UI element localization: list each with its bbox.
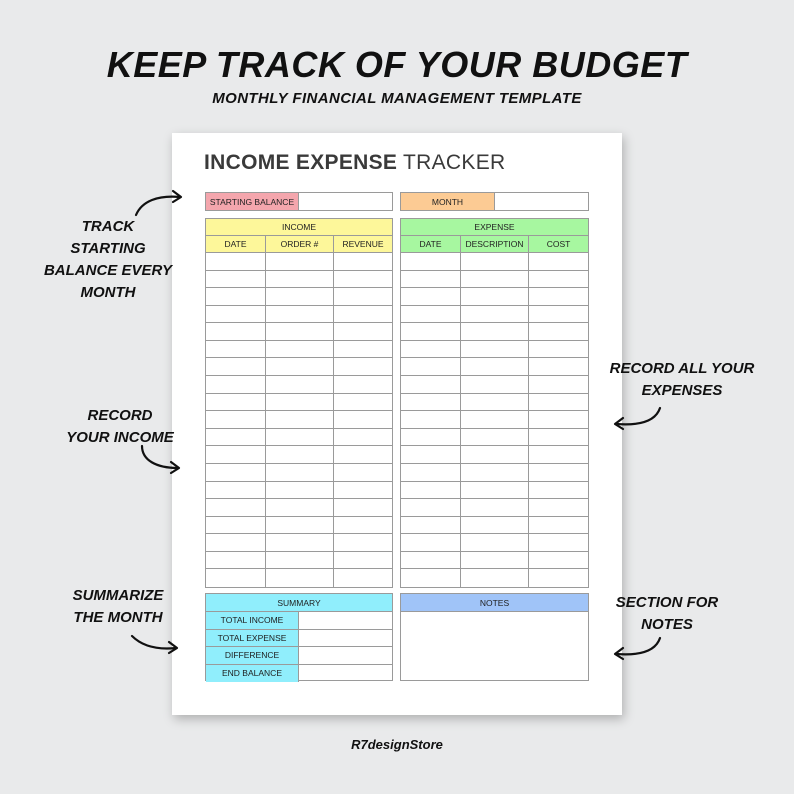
table-cell[interactable] — [529, 464, 588, 482]
table-cell[interactable] — [334, 517, 392, 535]
curved-arrow-icon — [126, 628, 186, 664]
table-cell[interactable] — [206, 534, 266, 552]
table-cell[interactable] — [266, 323, 334, 341]
table-cell[interactable] — [401, 569, 461, 587]
month-label: MONTH — [401, 193, 495, 210]
table-cell[interactable] — [529, 552, 588, 570]
notes-title: NOTES — [401, 594, 588, 612]
table-cell[interactable] — [401, 376, 461, 394]
notes-box[interactable] — [400, 593, 589, 681]
table-cell[interactable] — [266, 411, 334, 429]
table-cell[interactable] — [334, 411, 392, 429]
expense-col-date: DATE — [401, 236, 461, 253]
table-cell[interactable] — [529, 499, 588, 517]
table-cell[interactable] — [529, 446, 588, 464]
table-cell[interactable] — [401, 429, 461, 447]
brand-name: R7designStore — [351, 737, 443, 752]
table-cell[interactable] — [266, 253, 334, 271]
table-cell[interactable] — [334, 499, 392, 517]
table-cell[interactable] — [206, 288, 266, 306]
table-cell[interactable] — [401, 394, 461, 412]
summary-box — [205, 593, 393, 681]
table-cell[interactable] — [334, 288, 392, 306]
summary-title: SUMMARY — [206, 594, 392, 612]
callout-line: THE MONTH — [73, 609, 163, 626]
table-cell[interactable] — [334, 482, 392, 500]
callout-line: MONTH — [80, 284, 136, 301]
table-cell[interactable] — [334, 253, 392, 271]
callout-line: STARTING — [70, 240, 146, 257]
summary-row[interactable] — [206, 630, 392, 648]
table-cell[interactable] — [461, 394, 529, 412]
table-cell[interactable] — [206, 271, 266, 289]
table-cell[interactable] — [461, 358, 529, 376]
summary-total-expense: TOTAL EXPENSE — [206, 630, 299, 647]
table-cell[interactable] — [529, 569, 588, 587]
summary-row[interactable] — [206, 647, 392, 665]
table-cell[interactable] — [401, 358, 461, 376]
table-cell[interactable] — [529, 341, 588, 359]
table-cell[interactable] — [266, 464, 334, 482]
table-cell[interactable] — [206, 464, 266, 482]
table-cell[interactable] — [266, 552, 334, 570]
income-col-order: ORDER # — [266, 236, 334, 253]
summary-row[interactable] — [206, 612, 392, 630]
callout-starting-balance — [28, 216, 188, 304]
month-field[interactable] — [400, 192, 589, 211]
expense-col-cost: COST — [529, 236, 588, 253]
table-cell[interactable] — [401, 499, 461, 517]
table-cell[interactable] — [334, 323, 392, 341]
table-cell[interactable] — [266, 271, 334, 289]
table-cell[interactable] — [461, 271, 529, 289]
table-cell[interactable] — [206, 429, 266, 447]
table-cell[interactable] — [266, 534, 334, 552]
summary-row[interactable] — [206, 665, 392, 683]
table-cell[interactable] — [206, 253, 266, 271]
table-cell[interactable] — [266, 482, 334, 500]
table-cell[interactable] — [206, 517, 266, 535]
summary-end-balance: END BALANCE — [206, 665, 299, 683]
table-cell[interactable] — [266, 446, 334, 464]
table-cell[interactable] — [461, 464, 529, 482]
table-cell[interactable] — [206, 411, 266, 429]
table-cell[interactable] — [529, 271, 588, 289]
table-cell[interactable] — [461, 569, 529, 587]
income-title: INCOME — [206, 219, 392, 236]
table-cell[interactable] — [334, 552, 392, 570]
table-cell[interactable] — [266, 306, 334, 324]
table-cell[interactable] — [461, 411, 529, 429]
table-cell[interactable] — [401, 552, 461, 570]
curved-arrow-icon — [606, 634, 666, 668]
table-cell[interactable] — [529, 482, 588, 500]
table-cell[interactable] — [401, 411, 461, 429]
callout-line: SECTION FOR — [615, 594, 719, 611]
expense-col-description: DESCRIPTION — [461, 236, 529, 253]
table-cell[interactable] — [206, 482, 266, 500]
table-cell[interactable] — [266, 569, 334, 587]
table-cell[interactable] — [401, 446, 461, 464]
table-cell[interactable] — [401, 288, 461, 306]
callout-line: YOUR INCOME — [66, 429, 174, 446]
table-cell[interactable] — [461, 306, 529, 324]
table-cell[interactable] — [529, 517, 588, 535]
table-cell[interactable] — [401, 482, 461, 500]
table-cell[interactable] — [334, 306, 392, 324]
table-cell[interactable] — [334, 429, 392, 447]
table-cell[interactable] — [334, 446, 392, 464]
curved-arrow-icon — [128, 440, 188, 480]
table-cell[interactable] — [461, 517, 529, 535]
starting-balance-label: STARTING BALANCE — [206, 193, 299, 210]
table-cell[interactable] — [401, 253, 461, 271]
summary-total-income: TOTAL INCOME — [206, 612, 299, 629]
callout-notes — [592, 592, 742, 636]
table-cell[interactable] — [461, 288, 529, 306]
subheadline: MONTHLY FINANCIAL MANAGEMENT TEMPLATE — [212, 90, 582, 107]
callout-line: EXPENSES — [641, 382, 723, 399]
table-cell[interactable] — [206, 499, 266, 517]
table-cell[interactable] — [529, 306, 588, 324]
table-cell[interactable] — [206, 376, 266, 394]
table-cell[interactable] — [461, 376, 529, 394]
table-cell[interactable] — [529, 288, 588, 306]
table-cell[interactable] — [461, 323, 529, 341]
table-cell[interactable] — [266, 341, 334, 359]
table-cell[interactable] — [401, 341, 461, 359]
income-table — [205, 218, 393, 588]
table-cell[interactable] — [401, 323, 461, 341]
table-cell[interactable] — [266, 517, 334, 535]
callout-line: BALANCE EVERY — [43, 262, 173, 279]
table-cell[interactable] — [401, 464, 461, 482]
summary-difference: DIFFERENCE — [206, 647, 299, 664]
sheet-title-bold: INCOME EXPENSE — [204, 151, 398, 174]
callout-line: SUMMARIZE — [72, 587, 164, 604]
expense-title: EXPENSE — [401, 219, 588, 236]
table-cell[interactable] — [206, 552, 266, 570]
table-cell[interactable] — [266, 376, 334, 394]
table-cell[interactable] — [334, 376, 392, 394]
table-cell[interactable] — [461, 482, 529, 500]
table-cell[interactable] — [334, 341, 392, 359]
table-cell[interactable] — [461, 499, 529, 517]
table-cell[interactable] — [461, 534, 529, 552]
table-cell[interactable] — [206, 306, 266, 324]
sheet-title-light: TRACKER — [403, 151, 506, 174]
table-cell[interactable] — [334, 464, 392, 482]
table-cell[interactable] — [461, 253, 529, 271]
table-cell[interactable] — [461, 446, 529, 464]
callout-expenses — [592, 358, 772, 402]
callout-line: NOTES — [641, 616, 693, 633]
table-cell[interactable] — [529, 253, 588, 271]
curved-arrow-icon — [606, 402, 666, 438]
table-cell[interactable] — [461, 429, 529, 447]
table-cell[interactable] — [334, 394, 392, 412]
table-cell[interactable] — [529, 394, 588, 412]
headline: KEEP TRACK OF YOUR BUDGET — [106, 44, 688, 85]
callout-line: RECORD ALL YOUR — [609, 360, 755, 377]
curved-arrow-icon — [130, 185, 190, 225]
table-cell[interactable] — [266, 499, 334, 517]
table-cell[interactable] — [266, 394, 334, 412]
table-cell[interactable] — [401, 534, 461, 552]
table-cell[interactable] — [266, 358, 334, 376]
table-cell[interactable] — [401, 517, 461, 535]
table-cell[interactable] — [266, 288, 334, 306]
table-cell[interactable] — [529, 429, 588, 447]
table-cell[interactable] — [206, 358, 266, 376]
table-cell[interactable] — [334, 271, 392, 289]
table-cell[interactable] — [529, 323, 588, 341]
table-cell[interactable] — [401, 306, 461, 324]
expense-table — [400, 218, 589, 588]
table-cell[interactable] — [334, 358, 392, 376]
callout-summary — [38, 585, 198, 629]
table-cell[interactable] — [401, 271, 461, 289]
table-cell[interactable] — [206, 446, 266, 464]
callout-line: TRACK — [81, 218, 135, 235]
sheet-title — [204, 151, 505, 175]
callout-line: RECORD — [87, 407, 153, 424]
table-cell[interactable] — [529, 376, 588, 394]
table-cell[interactable] — [206, 394, 266, 412]
table-cell[interactable] — [206, 569, 266, 587]
tracker-sheet — [172, 133, 622, 715]
starting-balance-field[interactable] — [205, 192, 393, 211]
table-cell[interactable] — [529, 534, 588, 552]
table-cell[interactable] — [334, 534, 392, 552]
table-cell[interactable] — [206, 341, 266, 359]
table-cell[interactable] — [461, 552, 529, 570]
table-cell[interactable] — [461, 341, 529, 359]
table-cell[interactable] — [529, 358, 588, 376]
table-cell[interactable] — [529, 411, 588, 429]
income-col-revenue: REVENUE — [334, 236, 392, 253]
table-cell[interactable] — [334, 569, 392, 587]
income-col-date: DATE — [206, 236, 266, 253]
table-cell[interactable] — [206, 323, 266, 341]
table-cell[interactable] — [266, 429, 334, 447]
